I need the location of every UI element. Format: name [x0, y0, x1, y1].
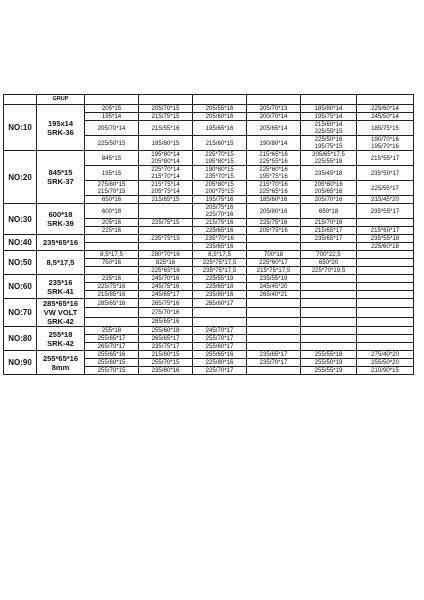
group-number: NO:70 — [4, 299, 37, 327]
size-cell: 225/55*17 — [357, 181, 414, 196]
size-cell: 255/55*19 — [301, 367, 357, 375]
size-cell: 650*20 — [301, 259, 357, 267]
size-cell — [85, 317, 139, 326]
size-cell — [301, 181, 357, 196]
header-corner — [4, 95, 37, 105]
size-value: 225*60*16 — [259, 166, 288, 173]
size-value: 205/65*16 — [314, 188, 343, 195]
group-label — [37, 204, 85, 235]
size-cell — [301, 327, 357, 335]
table-row — [4, 105, 414, 113]
group-label-line: SRK-37 — [47, 177, 74, 186]
size-cell — [301, 275, 357, 283]
size-cell: 225/50*15 — [85, 136, 139, 151]
size-cell: 215/70*16 — [301, 219, 357, 227]
group-label-line: 285*65*16 — [42, 299, 79, 308]
group-label-line: VW VOLT — [43, 308, 78, 317]
size-cell: 215*75*17,5 — [247, 267, 301, 275]
size-cell — [247, 327, 301, 335]
group-label-line: SRK-42 — [47, 317, 74, 326]
size-cell: 265/70*17 — [85, 343, 139, 351]
size-cell: 225/75*16 — [85, 283, 139, 291]
size-cell: 8,5*17,5 — [193, 251, 247, 259]
size-cell: 235*16 — [85, 275, 139, 283]
size-cell — [357, 219, 414, 227]
size-value: 190*80*15 — [205, 166, 234, 173]
table-row — [4, 275, 414, 283]
size-cell: 235/80*16 — [139, 367, 193, 375]
size-value: 225*65*16 — [259, 188, 288, 195]
size-cell: 245/50*14 — [357, 113, 414, 121]
size-value: 205/75*16 — [205, 204, 234, 211]
size-cell — [247, 243, 301, 251]
size-cell — [357, 291, 414, 299]
size-cell — [193, 317, 247, 326]
size-table — [3, 94, 414, 375]
group-label — [37, 151, 85, 204]
size-cell — [357, 335, 414, 343]
size-cell — [193, 308, 247, 317]
size-cell — [247, 317, 301, 326]
size-cell: 235*75*17,5 — [193, 267, 247, 275]
size-cell — [357, 327, 414, 335]
size-cell — [357, 343, 414, 351]
size-cell — [139, 166, 193, 181]
size-cell: 215/85*16 — [85, 291, 139, 299]
size-cell: 235*70*16 — [193, 235, 247, 243]
tire-size-table — [3, 94, 414, 375]
size-cell: 280*70*16 — [139, 251, 193, 259]
group-label — [37, 251, 85, 275]
size-cell: 8,5*17,5 — [85, 251, 139, 259]
table-row — [4, 299, 414, 308]
size-cell — [301, 317, 357, 326]
size-cell: 215/55*16 — [139, 121, 193, 136]
header-cell — [193, 95, 247, 105]
table-row — [4, 251, 414, 259]
size-cell: 255/60*17 — [193, 343, 247, 351]
size-value: 205*80*14 — [151, 158, 180, 165]
size-cell: 235/70*17 — [247, 359, 301, 367]
header-cell — [247, 95, 301, 105]
size-cell: 205/70*16 — [301, 196, 357, 204]
size-cell — [301, 151, 357, 166]
size-value: 215*70*14 — [151, 173, 180, 180]
size-cell: 255/70*17 — [193, 335, 247, 343]
size-cell — [301, 283, 357, 291]
size-value: 205*60*16 — [314, 181, 343, 188]
size-value: 235*70*15 — [205, 173, 234, 180]
size-cell: 255/50*19 — [301, 359, 357, 367]
size-cell — [357, 275, 414, 283]
group-label-line: 600*18 — [48, 210, 73, 219]
size-cell: 845*15 — [85, 151, 139, 166]
size-cell: 235*50*17 — [357, 166, 414, 181]
size-cell: 255/65*16 — [193, 351, 247, 359]
size-cell: 650*16 — [85, 196, 139, 204]
header-row — [4, 95, 414, 105]
group-label-line: SRK-42 — [47, 338, 74, 348]
size-cell: 215/45*20 — [357, 196, 414, 204]
size-cell — [301, 308, 357, 317]
table-row — [4, 204, 414, 219]
size-value: 225/55*15 — [314, 128, 343, 135]
size-cell: 235/55*19 — [247, 275, 301, 283]
size-cell: 225/80*16 — [193, 359, 247, 367]
group-label-line: 845*15 — [48, 168, 73, 177]
size-cell — [301, 343, 357, 351]
size-value: 195/70*16 — [371, 143, 399, 150]
size-cell — [357, 299, 414, 308]
size-cell — [357, 259, 414, 267]
size-cell: 275/70*16 — [139, 308, 193, 317]
size-cell: 215/60*15 — [193, 136, 247, 151]
size-cell — [301, 121, 357, 136]
size-value: 225/55*18 — [314, 158, 343, 165]
size-cell: 235*55*18 — [357, 235, 414, 243]
size-value: 195*80*15 — [205, 158, 234, 165]
size-cell: 750*16 — [85, 259, 139, 267]
group-label-line: 195x14 — [47, 118, 74, 128]
size-cell: 225/60*14 — [357, 105, 414, 113]
size-cell — [247, 166, 301, 181]
size-cell: 210/90*15 — [357, 367, 414, 375]
size-cell: 235/65*17 — [301, 235, 357, 243]
size-cell — [193, 151, 247, 166]
size-value: 275/60*15 — [97, 181, 126, 188]
size-cell — [357, 251, 414, 259]
size-cell: 255/60*18 — [139, 327, 193, 335]
size-cell: 650*18 — [301, 204, 357, 219]
group-label — [37, 105, 85, 151]
size-cell: 185/75*15 — [357, 121, 414, 136]
size-cell — [247, 151, 301, 166]
size-cell: 195/75*14 — [301, 113, 357, 121]
table-row — [4, 351, 414, 359]
size-cell: 225/75*16 — [247, 219, 301, 227]
size-cell — [193, 181, 247, 196]
size-cell: 205*75*16 — [247, 227, 301, 235]
size-cell: 235*55*17 — [357, 204, 414, 219]
size-value: 200*75*15 — [205, 188, 234, 195]
size-cell: 215/75*16 — [193, 219, 247, 227]
size-cell: 255/65*17 — [85, 335, 139, 343]
size-cell: 255/60*15 — [85, 359, 139, 367]
group-label-line: SRK-41 — [47, 286, 74, 296]
size-cell — [193, 166, 247, 181]
size-cell — [247, 181, 301, 196]
size-cell: 225/70*17 — [193, 367, 247, 375]
group-label-line: 8mm — [51, 362, 70, 372]
size-cell: 255/55*18 — [301, 351, 357, 359]
size-cell — [247, 367, 301, 375]
size-cell — [357, 308, 414, 317]
size-cell: 235/80*16 — [193, 291, 247, 299]
group-number: NO:80 — [4, 327, 37, 351]
size-cell — [139, 204, 193, 219]
size-cell: 245/45*20 — [247, 283, 301, 291]
size-cell: 215/65*17 — [301, 227, 357, 235]
size-cell — [85, 243, 139, 251]
size-cell — [357, 283, 414, 291]
size-cell: 195/65*16 — [193, 121, 247, 136]
size-cell: 185/80*14 — [301, 105, 357, 113]
size-cell: 700*18 — [247, 251, 301, 259]
size-cell — [247, 308, 301, 317]
size-value: 205*75*14 — [151, 188, 180, 195]
group-label-line: 235*65*16 — [42, 238, 79, 247]
size-cell: 255/50*20 — [357, 359, 414, 367]
group-label-line: 8,5*17,5 — [46, 258, 75, 267]
size-cell — [301, 299, 357, 308]
size-value: 215*75*14 — [151, 181, 180, 188]
size-cell — [247, 299, 301, 308]
size-cell: 255/70*15 — [85, 367, 139, 375]
size-cell: 205*15 — [85, 105, 139, 113]
size-cell — [301, 335, 357, 343]
table-row — [4, 151, 414, 166]
size-cell: 600*18 — [85, 204, 139, 219]
size-cell: 215/65*15 — [139, 196, 193, 204]
group-number: NO:60 — [4, 275, 37, 299]
group-label-line: 255*18 — [48, 329, 73, 339]
size-cell — [357, 136, 414, 151]
size-cell: 205/70*14 — [85, 121, 139, 136]
size-cell: 235/45*18 — [301, 166, 357, 181]
size-cell: 205/60*16 — [193, 113, 247, 121]
grup-header: GRUP — [37, 95, 85, 105]
size-cell: 205/80*16 — [247, 204, 301, 219]
size-cell — [301, 243, 357, 251]
size-cell: 285/65*16 — [85, 299, 139, 308]
size-cell: 200/70*14 — [247, 113, 301, 121]
size-value: 225*70*15 — [205, 151, 234, 158]
header-cell — [301, 95, 357, 105]
size-cell — [247, 235, 301, 243]
group-label — [37, 299, 85, 327]
header-cell — [139, 95, 193, 105]
size-cell: 205*16 — [85, 219, 139, 227]
size-cell: 225/65*16 — [193, 227, 247, 235]
size-cell — [247, 335, 301, 343]
table-row — [4, 327, 414, 335]
size-cell: 255*18 — [85, 327, 139, 335]
size-cell: 245/70*17 — [193, 327, 247, 335]
size-cell: 265/40*21 — [247, 291, 301, 299]
size-value: 225*70*14 — [151, 166, 180, 173]
size-cell — [139, 151, 193, 166]
size-value: 215/60*14 — [314, 121, 343, 128]
size-cell — [139, 243, 193, 251]
size-cell — [301, 136, 357, 151]
size-cell: 215*55*17 — [357, 151, 414, 166]
group-label — [37, 351, 85, 375]
size-value: 205/65*17,5 — [312, 151, 345, 158]
size-cell: 205/70*15 — [139, 105, 193, 113]
group-label — [37, 327, 85, 351]
group-number: NO:50 — [4, 251, 37, 275]
size-cell: 245/70*16 — [139, 275, 193, 283]
size-cell — [139, 227, 193, 235]
group-number: NO:20 — [4, 151, 37, 204]
group-label-line: 255*65*16 — [42, 353, 79, 363]
group-number: NO:10 — [4, 105, 37, 151]
size-cell: 245/65*17 — [139, 291, 193, 299]
size-cell: 255/65*16 — [85, 351, 139, 359]
size-cell: 185/80*15 — [139, 136, 193, 151]
size-cell: 285/60*17 — [193, 299, 247, 308]
size-cell: 225/65*18 — [193, 283, 247, 291]
size-cell: 195/75*16 — [193, 196, 247, 204]
size-cell: 215/75*15 — [139, 113, 193, 121]
size-cell: 265/65*17 — [139, 335, 193, 343]
size-cell: 190/80*14 — [247, 136, 301, 151]
size-value: 225/70*16 — [205, 211, 234, 218]
size-cell: 225/75*15 — [139, 219, 193, 227]
size-cell: 225*70*19,5 — [301, 267, 357, 275]
size-cell — [85, 267, 139, 275]
group-label-line: SRK-36 — [47, 127, 74, 137]
size-value: 215*70*16 — [259, 181, 288, 188]
size-cell: 215*60*17 — [357, 227, 414, 235]
size-cell: 285/65*16 — [139, 317, 193, 326]
size-value: 195*80*14 — [151, 151, 180, 158]
size-cell: 225*60*17 — [247, 259, 301, 267]
size-cell: 225/55*19 — [193, 275, 247, 283]
size-cell — [139, 181, 193, 196]
size-cell: 215/80*15 — [139, 351, 193, 359]
size-cell — [357, 267, 414, 275]
group-label-line: 235*16 — [48, 277, 73, 287]
size-cell: 225*75*17,5 — [193, 259, 247, 267]
size-value: 195/75*15 — [314, 143, 343, 150]
size-cell: 225*16 — [85, 227, 139, 235]
header-cell — [357, 95, 414, 105]
size-value: 205*80*15 — [205, 181, 234, 188]
size-cell: 205/65*14 — [247, 121, 301, 136]
size-value: 225*55*16 — [259, 158, 288, 165]
size-value: 215/70*15 — [97, 188, 126, 195]
size-cell — [193, 204, 247, 219]
size-cell: 235*75*15 — [139, 235, 193, 243]
size-cell: 195*15 — [85, 166, 139, 181]
group-label — [37, 235, 85, 251]
size-cell: 225/60*18 — [357, 243, 414, 251]
size-cell: 235/75*17 — [139, 343, 193, 351]
size-cell: 245/75*16 — [139, 283, 193, 291]
size-cell: 235/65*16 — [193, 243, 247, 251]
size-cell — [85, 235, 139, 243]
group-label-line: SRK-39 — [47, 219, 74, 228]
size-cell: 255/70*15 — [139, 359, 193, 367]
group-number: NO:90 — [4, 351, 37, 375]
size-cell — [85, 308, 139, 317]
size-cell: 195*14 — [85, 113, 139, 121]
size-cell: 825*16 — [139, 259, 193, 267]
size-cell: 265/75*16 — [139, 299, 193, 308]
size-value: 190/70*16 — [371, 136, 399, 143]
group-label — [37, 275, 85, 299]
group-number: NO:30 — [4, 204, 37, 235]
size-value: 215*65*16 — [259, 151, 288, 158]
group-number: NO:40 — [4, 235, 37, 251]
size-cell: 225*65*16 — [139, 267, 193, 275]
size-cell — [247, 343, 301, 351]
size-cell — [357, 317, 414, 326]
header-cell — [85, 95, 139, 105]
size-cell: 235/65*17 — [247, 351, 301, 359]
size-value: 225/50*16 — [314, 136, 343, 143]
size-cell: 205/55*16 — [193, 105, 247, 113]
size-cell — [301, 291, 357, 299]
size-cell: 185/60*16 — [247, 196, 301, 204]
size-cell: 275/40*20 — [357, 351, 414, 359]
size-value: 195*75*16 — [259, 173, 288, 180]
size-cell: 205/70*13 — [247, 105, 301, 113]
size-cell: 700*22,5 — [301, 251, 357, 259]
size-cell — [85, 181, 139, 196]
table-row — [4, 235, 414, 243]
